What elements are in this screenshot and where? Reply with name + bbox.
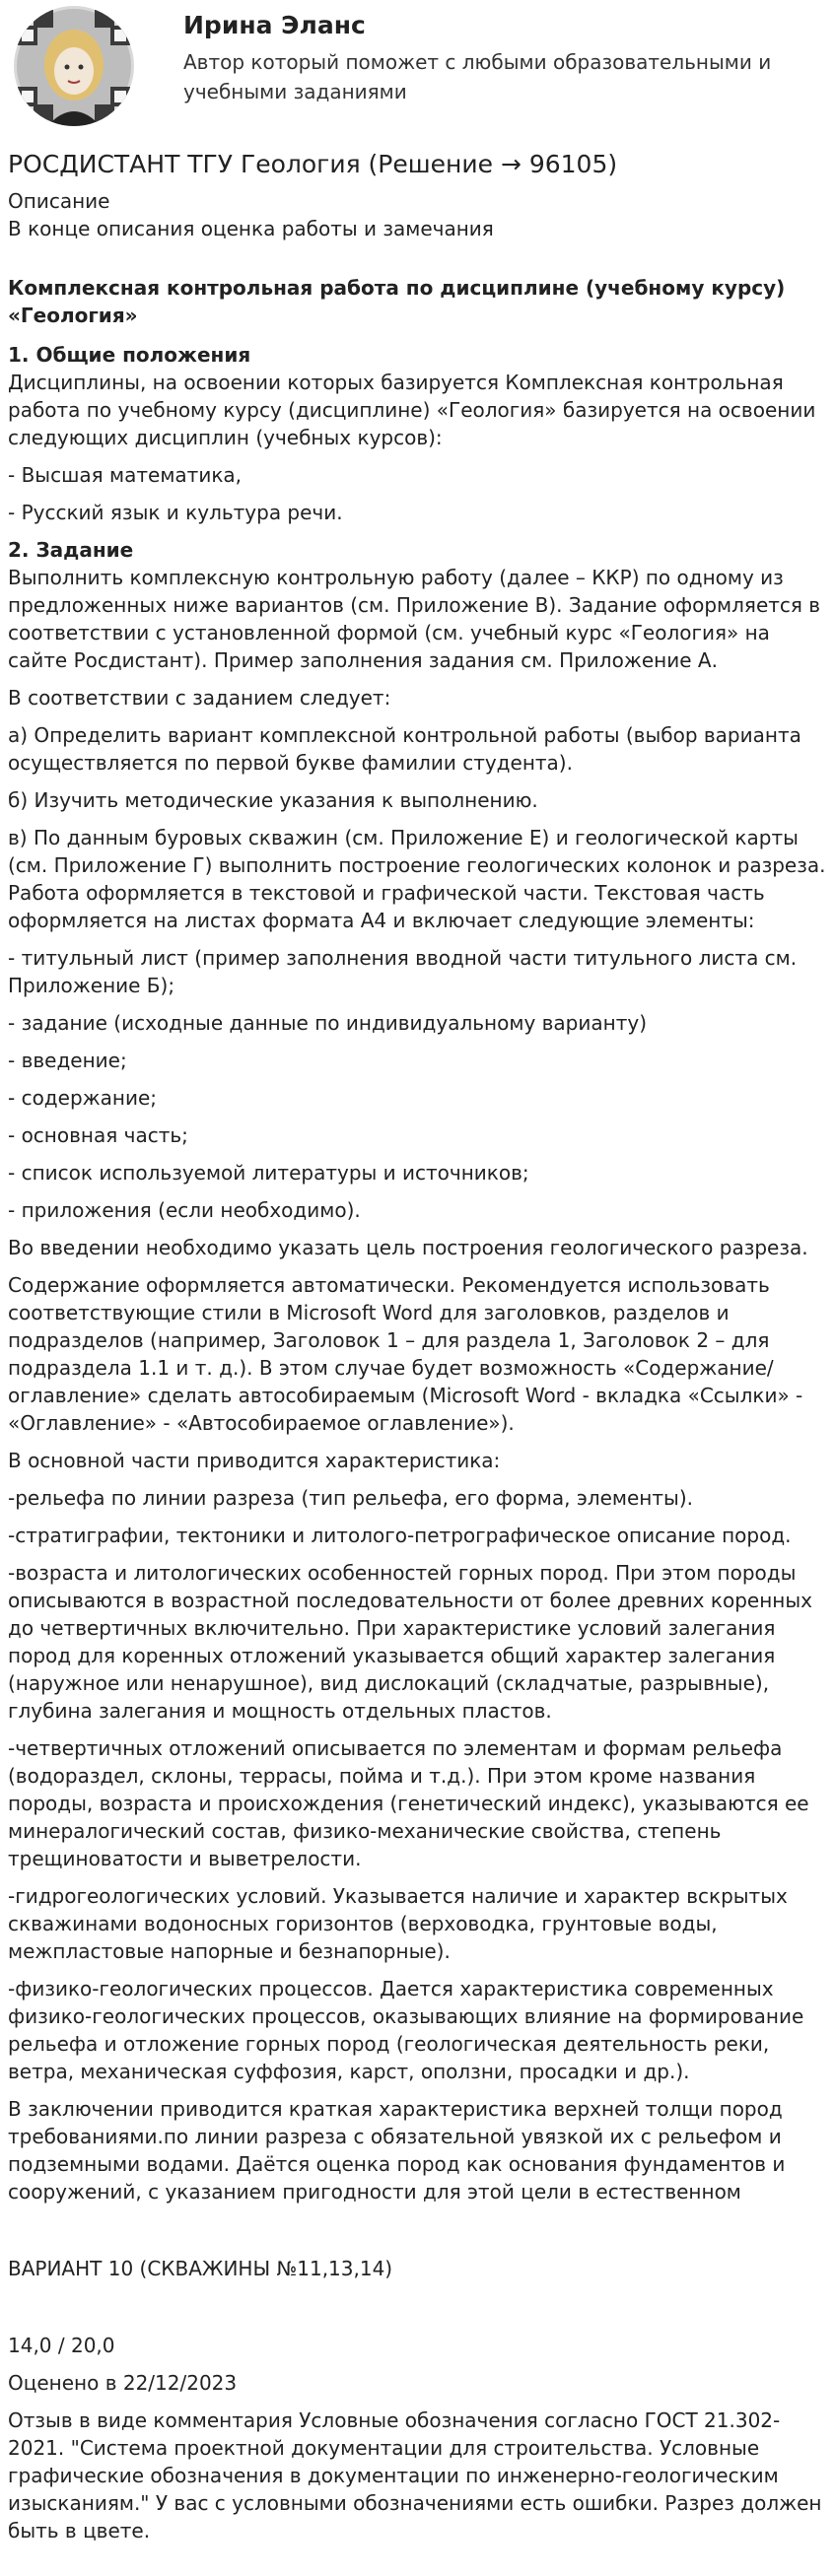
section2-paragraph: В заключении приводится краткая характеристика верхней толщи пород требованиями.по линии разреза с обязательной увязкой их с рельефом и подземными водами. Даётся оценка пород как основания фундаментов и сооружений, с указанием пригодности для этой цели в естественном <box>8 2097 786 2203</box>
section1-item: - Русский язык и культура речи. <box>8 501 343 524</box>
section2-paragraph: б) Изучить методические указания к выполнению. <box>8 788 538 812</box>
section2-paragraph: -рельефа по линии разреза (тип рельефа, его форма, элементы). <box>8 1486 693 1510</box>
section2-paragraph: в) По данным буровых скважин (см. Приложение Е) и геологической карты (см. Приложение Г) выполнить построение геологических колонок и разреза. Работа оформляется в текстовой и графической части. Текстовая часть оформляется на листах формата А4 и включает следующие элементы: <box>8 826 826 932</box>
description-body <box>8 274 826 2544</box>
description-note: В конце описания оценка работы и замечания <box>8 217 494 240</box>
section2-paragraph: -четвертичных отложений описывается по элементам и формам рельефа (водораздел, склоны, террасы, пойма и т.д.). При этом кроме названия породы, возраста и происхождения (генетический индекс), указываются ее минералогический состав, физико-механические свойства, степень трещиноватости и выветрелости. <box>8 1736 809 1870</box>
review-comment: Отзыв в виде комментария Условные обозначения согласно ГОСТ 21.302-2021. "Система проектной документации для строительства. Условные графические обозначения в документации по инженерно-геологическим изысканиям." У вас с условными обозначениями есть ошибки. Разрез должен быть в цвете. <box>8 2408 822 2542</box>
page-title: РОСДИСТАНТ ТГУ Геология (Решение → 96105) <box>8 150 618 178</box>
section2-paragraph: - список используемой литературы и источников; <box>8 1161 529 1185</box>
grade-score: 14,0 / 20,0 <box>8 2334 115 2357</box>
section2-paragraph: - основная часть; <box>8 1123 188 1147</box>
section2-paragraph: - приложения (если необходимо). <box>8 1198 361 1222</box>
section1-item: - Высшая математика, <box>8 463 243 487</box>
main-heading: Комплексная контрольная работа по дисциплине (учебному курсу) «Геология» <box>8 276 786 327</box>
section1-heading: 1. Общие положения <box>8 343 251 367</box>
section2-paragraph: В соответствии с заданием следует: <box>8 686 391 710</box>
author-name[interactable]: Ирина Эланс <box>183 11 366 39</box>
section2-paragraph: - введение; <box>8 1049 127 1072</box>
section2-paragraph: Во введении необходимо указать цель построения геологического разреза. <box>8 1236 808 1259</box>
section2-paragraph: - титульный лист (пример заполнения вводной части титульного листа см. Приложение Б); <box>8 946 798 997</box>
description-label: Описание <box>8 189 110 213</box>
variant-label: ВАРИАНТ 10 (СКВАЖИНЫ №11,13,14) <box>8 2257 393 2280</box>
section2-paragraph: -физико-геологических процессов. Дается характеристика современных физико-геологических процессов, оказывающих влияние на формирование рельефа и отложение горных пород (геологическая деятельность реки, ветра, механическая суффозия, карст, оползни, просадки и др.). <box>8 1977 804 2083</box>
section2-paragraph: - задание (исходные данные по индивидуальному варианту) <box>8 1011 647 1035</box>
section2-paragraph: - содержание; <box>8 1086 158 1110</box>
section2-paragraph: Содержание оформляется автоматически. Рекомендуется использовать соответствующие стили в Microsoft Word для заголовков, разделов и подразделов (например, Заголовок 1 – для раздела 1, Заголовок 2 – для подраздела 1.1 и т. д.). В этом случае будет возможность «Содержание/оглавление» сделать автособираемым (Microsoft Word - вкладка «Ссылки» - «Оглавление» - «Автособираемое оглавление»). <box>8 1273 803 1435</box>
section2-paragraph: -возраста и литологических особенностей горных пород. При этом породы описываются в возрастной последовательности от более древних коренных до четвертичных включительно. При характеристике условий залегания пород для коренных отложений указывается общий характер залегания (наружное или ненарушное), вид дислокаций (складчатые, разрывные), глубина залегания и мощность отдельных пластов. <box>8 1561 812 1723</box>
graded-date: Оценено в 22/12/2023 <box>8 2371 238 2395</box>
author-description: Автор который поможет с любыми образовательными и учебными заданиями <box>183 50 772 103</box>
author-card <box>8 0 835 148</box>
avatar-image <box>14 6 134 126</box>
section2-paragraph: а) Определить вариант комплексной контрольной работы (выбор варианта осуществляется по первой букве фамилии студента). <box>8 723 801 775</box>
section1-intro: Дисциплины, на освоении которых базируется Комплексная контрольная работа по учебному курсу (дисциплине) «Геология» базируется на освоении следующих дисциплин (учебных курсов): <box>8 371 816 449</box>
section2-paragraph: В основной части приводится характеристика: <box>8 1449 501 1472</box>
section2-paragraph: -стратиграфии, тектоники и литолого-петрографическое описание пород. <box>8 1524 792 1547</box>
author-avatar[interactable] <box>14 6 134 126</box>
section2-paragraph: -гидрогеологических условий. Указывается наличие и характер вскрытых скважинами водоносных горизонтов (верховодка, грунтовые воды, межпластовые напорные и безнапорные). <box>8 1884 788 1963</box>
section2-paragraph: Выполнить комплексную контрольную работу (далее – ККР) по одному из предложенных ниже вариантов (см. Приложение В). Задание оформляется в соответствии с установленной формой (см. учебный курс «Геология» на сайте Росдистант). Пример заполнения задания см. Приложение А. <box>8 566 821 672</box>
section2-heading: 2. Задание <box>8 538 134 562</box>
